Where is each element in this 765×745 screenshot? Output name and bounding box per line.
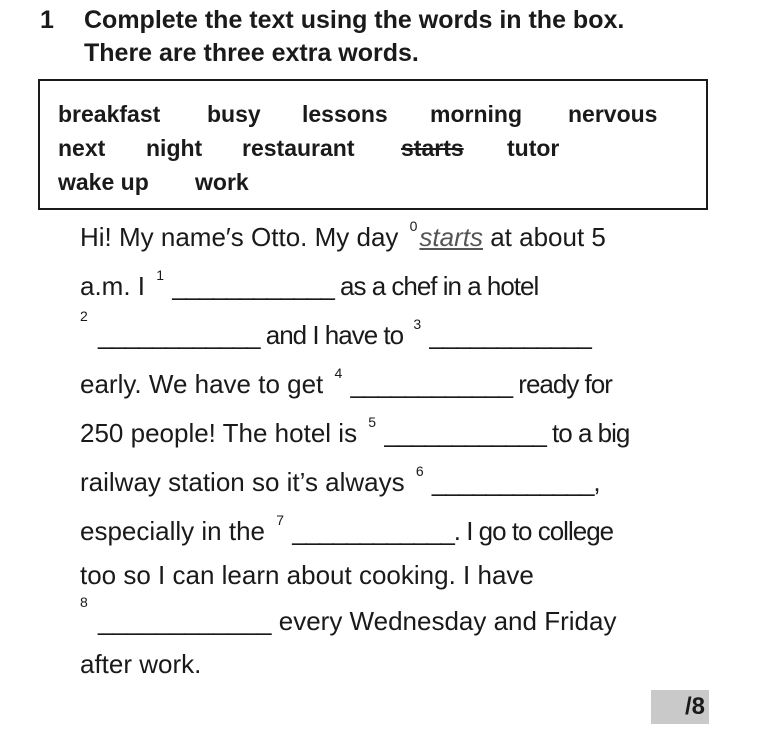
gap-number-8: 8 [80, 594, 88, 610]
gap-number-0: 0 [409, 218, 418, 234]
word-next: next [58, 135, 106, 161]
score-box [651, 690, 709, 724]
gap-number-4: 4 [334, 365, 343, 381]
word-box [38, 79, 708, 210]
instruction-line-1: Complete the text using the words in the box. [84, 6, 625, 34]
gap-5-blank[interactable]: ____________ to a big [378, 418, 630, 448]
word-morning: morning [430, 101, 522, 127]
gap-7-blank[interactable]: ____________. I go to college [286, 516, 614, 546]
text-line-5: 250 people! The hotel is $^5$ ____________ to a big [80, 414, 630, 448]
text-line-4: early. We have to get $^4$ ____________ ready for [80, 365, 612, 399]
gap-8-line[interactable]: ____________ every Wednesday and Friday [98, 606, 617, 636]
exercise-number: 1 [40, 6, 54, 34]
word-work: work [195, 169, 249, 195]
text-line-6: railway station so it’s always $^6$ ____________, [80, 463, 600, 497]
text-line-10: after work. [80, 649, 202, 679]
gap-number-2: 2 [80, 308, 88, 324]
gap-2-blank[interactable]: ____________ and I have to [98, 320, 410, 350]
word-lessons: lessons [302, 101, 388, 127]
text-line-7: especially in the $^7$ ____________. I go to college [80, 512, 614, 546]
gap-number-7: 7 [276, 512, 285, 528]
gap-1-blank[interactable]: ____________ as a chef in a hotel [166, 271, 539, 301]
word-wake-up: wake up [58, 169, 149, 195]
gap-3-blank[interactable]: ____________ [423, 320, 591, 350]
score-total: /8 [684, 693, 705, 720]
gap-6-blank[interactable]: ____________, [425, 467, 600, 497]
word-tutor: tutor [507, 135, 560, 161]
gap-number-6: 6 [415, 463, 424, 479]
text-line-8: too so I can learn about cooking. I have [80, 560, 534, 590]
word-breakfast: breakfast [58, 101, 161, 127]
text-line-3 [98, 316, 591, 351]
word-restaurant: restaurant [242, 135, 355, 161]
word-nervous: nervous [568, 101, 658, 127]
word-starts-crossed-out: starts [401, 135, 464, 161]
word-busy: busy [207, 101, 261, 127]
text-line-1: Hi! My name′s Otto. My day $^0$starts at about 5 [80, 218, 606, 252]
instruction-line-2: There are three extra words. [84, 39, 419, 67]
example-answer: starts [419, 222, 483, 252]
gap-number-5: 5 [368, 414, 377, 430]
gap-number-3: 3 [413, 316, 422, 332]
word-night: night [146, 135, 203, 161]
text-line-2: a.m. I $^1$ ____________ as a chef in a hotel [80, 267, 539, 301]
gap-4-blank[interactable]: ____________ ready for [344, 369, 612, 399]
gap-number-1: 1 [156, 267, 165, 283]
